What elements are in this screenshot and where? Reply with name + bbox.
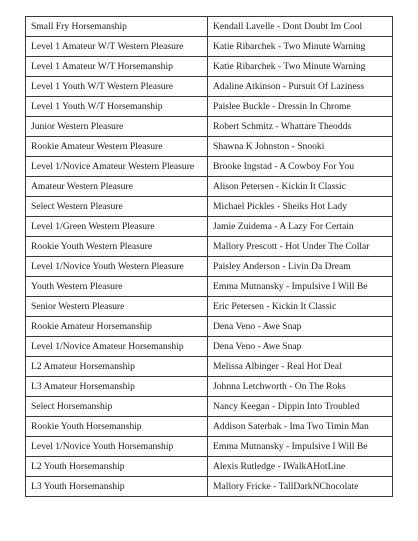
class-name-cell: Level 1/Novice Amateur Horsemanship [26, 337, 208, 357]
table-row [26, 77, 393, 97]
winner-cell: Emma Mutnansky - Impulsive I Will Be [208, 277, 393, 297]
table-row [26, 477, 393, 497]
class-name-cell: L2 Youth Horsemanship [26, 457, 208, 477]
class-name-cell: Rookie Youth Western Pleasure [26, 237, 208, 257]
table-row [26, 17, 393, 37]
class-name-cell: Youth Western Pleasure [26, 277, 208, 297]
class-name-cell: L3 Youth Horsemanship [26, 477, 208, 497]
winner-cell: Katie Ribarchek - Two Minute Warning [208, 57, 393, 77]
class-name-cell: Level 1 Youth W/T Horsemanship [26, 97, 208, 117]
class-name-cell: Junior Western Pleasure [26, 117, 208, 137]
class-name-cell: Senior Western Pleasure [26, 297, 208, 317]
table-row [26, 457, 393, 477]
table-row [26, 377, 393, 397]
table-row [26, 137, 393, 157]
table-row [26, 417, 393, 437]
winner-cell: Kendall Lavelle - Dont Doubt Im Cool [208, 17, 393, 37]
table-row [26, 37, 393, 57]
table-row [26, 177, 393, 197]
winner-cell: Dena Veno - Awe Snap [208, 317, 393, 337]
class-name-cell: Level 1/Novice Youth Horsemanship [26, 437, 208, 457]
winner-cell: Alexis Rutledge - IWalkAHotLine [208, 457, 393, 477]
class-name-cell: Level 1/Green Western Pleasure [26, 217, 208, 237]
winner-cell: Paislee Buckle - Dressin In Chrome [208, 97, 393, 117]
class-name-cell: Level 1 Amateur W/T Western Pleasure [26, 37, 208, 57]
class-name-cell: Select Western Pleasure [26, 197, 208, 217]
winner-cell: Addison Saterbak - Ima Two Timin Man [208, 417, 393, 437]
winner-cell: Alison Petersen - Kickin It Classic [208, 177, 393, 197]
table-row [26, 257, 393, 277]
class-name-cell: Small Fry Horsemanship [26, 17, 208, 37]
winner-cell: Paisley Anderson - Livin Da Dream [208, 257, 393, 277]
class-name-cell: Rookie Youth Horsemanship [26, 417, 208, 437]
class-name-cell: Level 1/Novice Amateur Western Pleasure [26, 157, 208, 177]
table-row [26, 197, 393, 217]
winner-cell: Adaline Atkinson - Pursuit Of Laziness [208, 77, 393, 97]
class-name-cell: Rookie Amateur Western Pleasure [26, 137, 208, 157]
results-table [25, 16, 393, 497]
winner-cell: Eric Petersen - Kickin It Classic [208, 297, 393, 317]
class-name-cell: L2 Amateur Horsemanship [26, 357, 208, 377]
table-row [26, 317, 393, 337]
table-row [26, 217, 393, 237]
winner-cell: Katie Ribarchek - Two Minute Warning [208, 37, 393, 57]
winner-cell: Melissa Albinger - Real Hot Deal [208, 357, 393, 377]
class-name-cell: Rookie Amateur Horsemanship [26, 317, 208, 337]
table-row [26, 337, 393, 357]
table-row [26, 57, 393, 77]
winner-cell: Shawna K Johnston - Snooki [208, 137, 393, 157]
winner-cell: Johnna Letchworth - On The Roks [208, 377, 393, 397]
table-row [26, 397, 393, 417]
winner-cell: Jamie Zuidema - A Lazy For Certain [208, 217, 393, 237]
winner-cell: Mallory Prescott - Hot Under The Collar [208, 237, 393, 257]
table-row [26, 357, 393, 377]
winner-cell: Brooke Ingstad - A Cowboy For You [208, 157, 393, 177]
table-row [26, 157, 393, 177]
table-row [26, 97, 393, 117]
class-name-cell: Amateur Western Pleasure [26, 177, 208, 197]
class-name-cell: Select Horsemanship [26, 397, 208, 417]
winner-cell: Dena Veno - Awe Snap [208, 337, 393, 357]
class-name-cell: Level 1 Youth W/T Western Pleasure [26, 77, 208, 97]
class-name-cell: L3 Amateur Horsemanship [26, 377, 208, 397]
table-row [26, 117, 393, 137]
class-name-cell: Level 1 Amateur W/T Horsemanship [26, 57, 208, 77]
results-table-body [26, 17, 393, 497]
winner-cell: Emma Mutnansky - Impulsive I Will Be [208, 437, 393, 457]
table-row [26, 237, 393, 257]
class-name-cell: Level 1/Novice Youth Western Pleasure [26, 257, 208, 277]
winner-cell: Robert Schmitz - Whattare Theodds [208, 117, 393, 137]
table-row [26, 437, 393, 457]
table-row [26, 277, 393, 297]
winner-cell: Michael Pickles - Sheiks Hot Lady [208, 197, 393, 217]
winner-cell: Nancy Keegan - Dippin Into Troubled [208, 397, 393, 417]
table-row [26, 297, 393, 317]
winner-cell: Mallory Fricke - TallDarkNChocolate [208, 477, 393, 497]
